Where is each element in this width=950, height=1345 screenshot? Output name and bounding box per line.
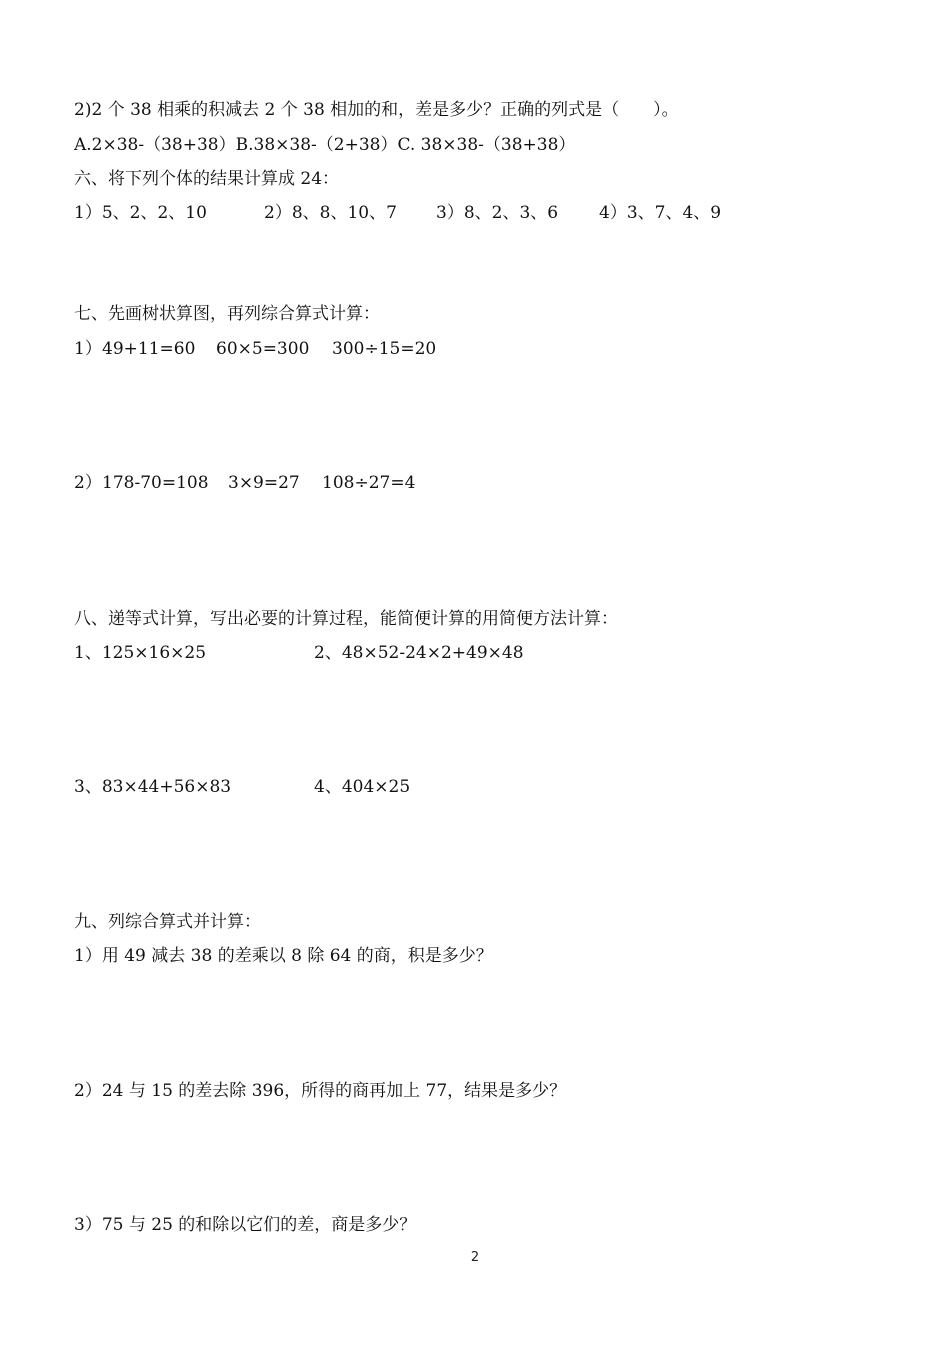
section8-item-1: 1、125×16×25	[74, 643, 207, 663]
section7-title: 七、先画树状算图，再列综合算式计算：	[74, 304, 380, 324]
section6-item-1: 1）5、2、2、10	[74, 203, 207, 223]
section7-item-2-step-a: 178-70=108	[102, 473, 209, 493]
section8-item-3: 3、83×44+56×83	[74, 777, 232, 797]
section8-item-2: 2、48×52-24×2+49×48	[314, 643, 524, 663]
section7-item-1-step-a: 49+11=60	[102, 339, 196, 359]
section7-item-2-step-b: 3×9=27	[228, 473, 300, 493]
section7-item-1-step-b: 60×5=300	[216, 339, 310, 359]
section9-item-1: 1）用 49 减去 38 的差乘以 8 除 64 的商，积是多少？	[74, 946, 493, 966]
section7-item-2-step-c: 108÷27=4	[322, 473, 416, 493]
section6-item-4: 4）3、7、4、9	[599, 203, 722, 223]
section9-item-2: 2）24 与 15 的差去除 396，所得的商再加上 77，结果是多少？	[74, 1081, 567, 1101]
section7-item-1-step-c: 300÷15=20	[332, 339, 437, 359]
section8-item-4: 4、404×25	[314, 777, 411, 797]
q2-stem: 2)2 个 38 相乘的积减去 2 个 38 相加的和，差是多少？正确的列式是（ ）。	[74, 100, 679, 120]
page-number: 2	[470, 1250, 480, 1265]
section6-item-2: 2）8、8、10、7	[264, 203, 397, 223]
section7-item-2-number: 2）	[74, 473, 102, 493]
section9-title: 九、列综合算式并计算：	[74, 912, 261, 932]
section6-item-3: 3）8、2、3、6	[436, 203, 559, 223]
section9-item-3: 3）75 与 25 的和除以它们的差，商是多少？	[74, 1215, 417, 1235]
section8-title: 八、递等式计算，写出必要的计算过程，能简便计算的用简便方法计算：	[74, 609, 618, 629]
q2-options: A.2×38-（38+38）B.38×38-（2+38）C. 38×38-（38+38）	[74, 135, 576, 155]
section7-item-1-number: 1）	[74, 339, 102, 359]
section6-title: 六、将下列个体的结果计算成 24：	[74, 169, 340, 189]
